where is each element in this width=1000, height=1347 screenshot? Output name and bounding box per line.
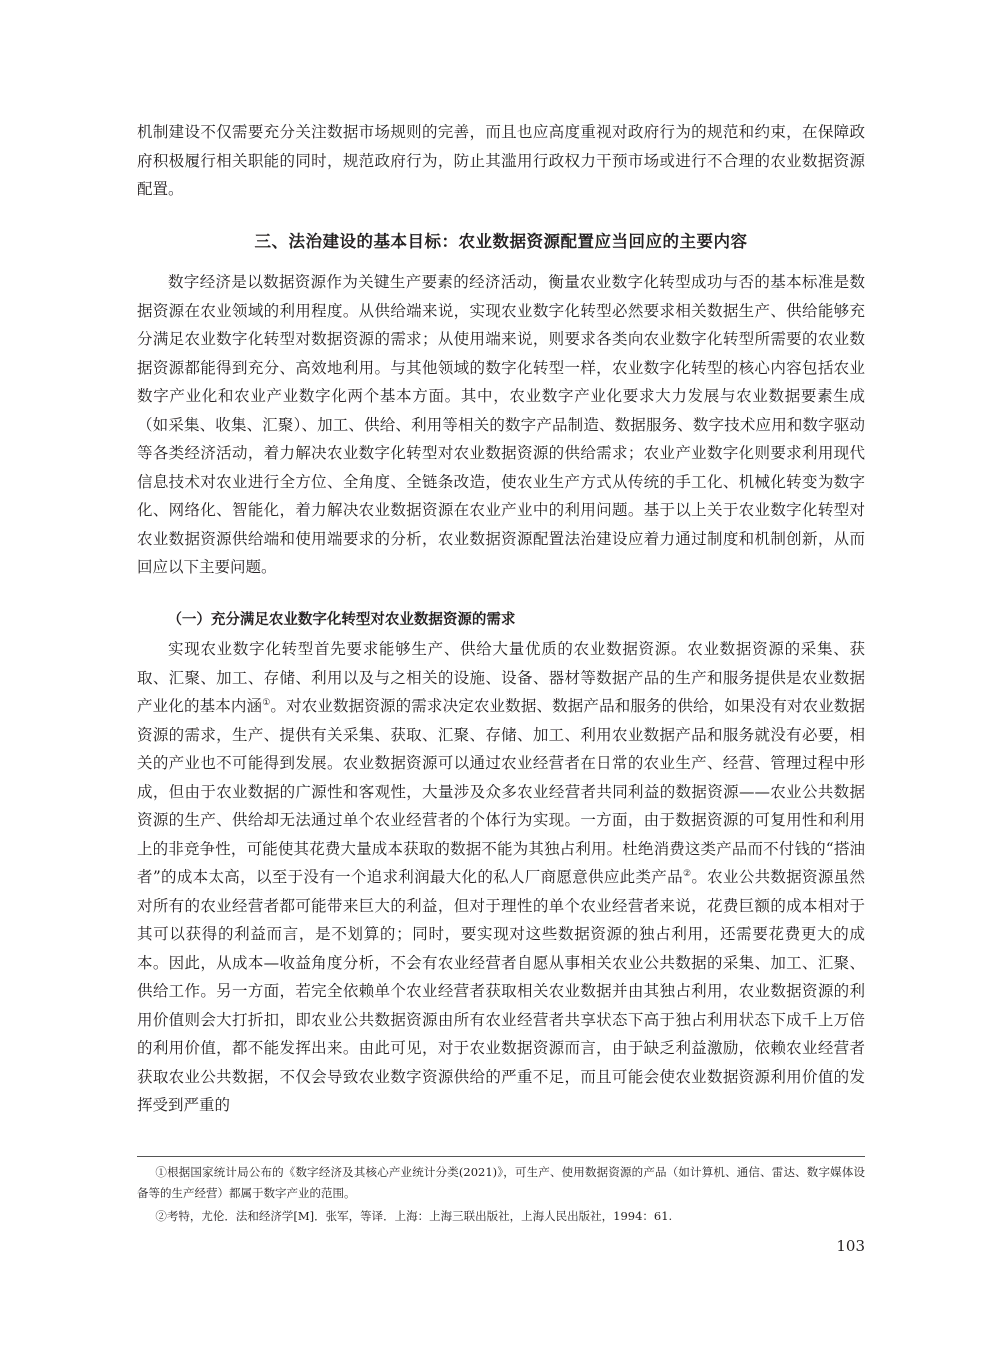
footnote-ref-1[interactable]: ① [262,697,271,708]
footnote-divider [137,1156,865,1157]
paragraph-subsection-body [137,635,865,1120]
footnote-ref-2[interactable]: ② [682,868,692,879]
paragraph-section-intro: 数字经济是以数据资源作为关键生产要素的经济活动，衡量农业数字化转型成功与否的基本标准是数据资源在农业领域的利用程度。从供给端来说，实现农业数字化转型必然要求相关数据生产、供给能够充分满足农业数字化转型对数据资源的需求；从使用端来说，则要求各类向农业数字化转型所需要的农业数据资源都能得到充分、高效地利用。与其他领域的数字化转型一样，农业数字化转型的核心内容包括农业数字产业化和农业产业数字化两个基本方面。其中，农业数字产业化要求大力发展与农业数据要素生成（如采集、收集、汇聚）、加工、供给、利用等相关的数字产品制造、数据服务、数字技术应用和数字驱动等各类经济活动，着力解决农业数字化转型对农业数据资源的供给需求；农业产业数字化则要求利用现代信息技术对农业进行全方位、全角度、全链条改造，使农业生产方式从传统的手工化、机械化转变为数字化、网络化、智能化，着力解决农业数据资源在农业产业中的利用问题。基于以上关于农业数字化转型对农业数据资源供给端和使用端要求的分析，农业数据资源配置法治建设应着力通过制度和机制创新，从而回应以下主要问题。 [137,273,865,576]
footnote-2: ②考特，尤伦．法和经济学[M]．张军，等译．上海：上海三联出版社，上海人民出版社，1994：61. [155,1209,673,1223]
section-title: 三、法治建设的基本目标：农业数据资源配置应当回应的主要内容 [254,232,748,251]
page-number: 103 [836,1237,865,1255]
paragraph-text-part-2: 。对农业数据资源的需求决定农业数据、数据产品和服务的供给，如果没有对农业数据资源的需求，生产、提供有关采集、获取、汇聚、存储、加工、利用农业数据产品和服务就没有必要，相关的产业也不可能得到发展。农业数据资源可以通过农业经营者在日常的农业生产、经营、管理过程中形成，但由于农业数据的广源性和客观性，大量涉及众多农业经营者共同利益的数据资源——农业公共数据资源的生产、供给却无法通过单个农业经营者的个体行为实现。一方面，由于数据资源的可复用性和利用上的非竞争性，可能使其花费大量成本获取的数据不能为其独占利用。杜绝消费这类产品而不付钱的“搭油者”的成本太高，以至于没有一个追求利润最大化的私人厂商愿意供应此类产品 [137,697,865,886]
paragraph-continued: 机制建设不仅需要充分关注数据市场规则的完善，而且也应高度重视对政府行为的规范和约束，在保障政府积极履行相关职能的同时，规范政府行为，防止其滥用行政权力干预市场或进行不合理的农业数据资源配置。 [137,123,865,198]
footnote-1: ①根据国家统计局公布的《数字经济及其核心产业统计分类(2021)》，可生产、使用数据资源的产品（如计算机、通信、雷达、数字媒体设备等的生产经营）都属于数字产业的范围。 [137,1165,865,1200]
paragraph-text-part-3: 。农业公共数据资源虽然对所有的农业经营者都可能带来巨大的利益，但对于理性的单个农业经营者来说，花费巨额的成本相对于其可以获得的利益而言，是不划算的；同时，要实现对这些数据资源的独占利用，还需要花费更大的成本。因此，从成本—收益角度分析，不会有农业经营者自愿从事相关农业公共数据的采集、加工、汇聚、供给工作。另一方面，若完全依赖单个农业经营者获取相关农业数据并由其独占利用，农业数据资源的利用价值则会大打折扣，即农业公共数据资源由所有农业经营者共享状态下高于独占利用状态下成千上万倍的利用价值，都不能发挥出来。由此可见，对于农业数据资源而言，由于缺乏利益激励，依赖农业经营者获取农业公共数据，不仅会导致农业数字资源供给的严重不足，而且可能会使农业数据资源利用价值的发挥受到严重的 [137,868,865,1114]
paragraph-text-part-1: 实现农业数字化转型首先要求能够生产、供给大量优质的农业数据资源。农业数据资源的采集、获取、汇聚、加工、存储、利用以及与之相关的设施、设备、器材等数据产品的生产和服务提供是农业数据产业化的基本内涵 [137,640,865,715]
subsection-title: （一）充分满足农业数字化转型对农业数据资源的需求 [167,612,516,628]
